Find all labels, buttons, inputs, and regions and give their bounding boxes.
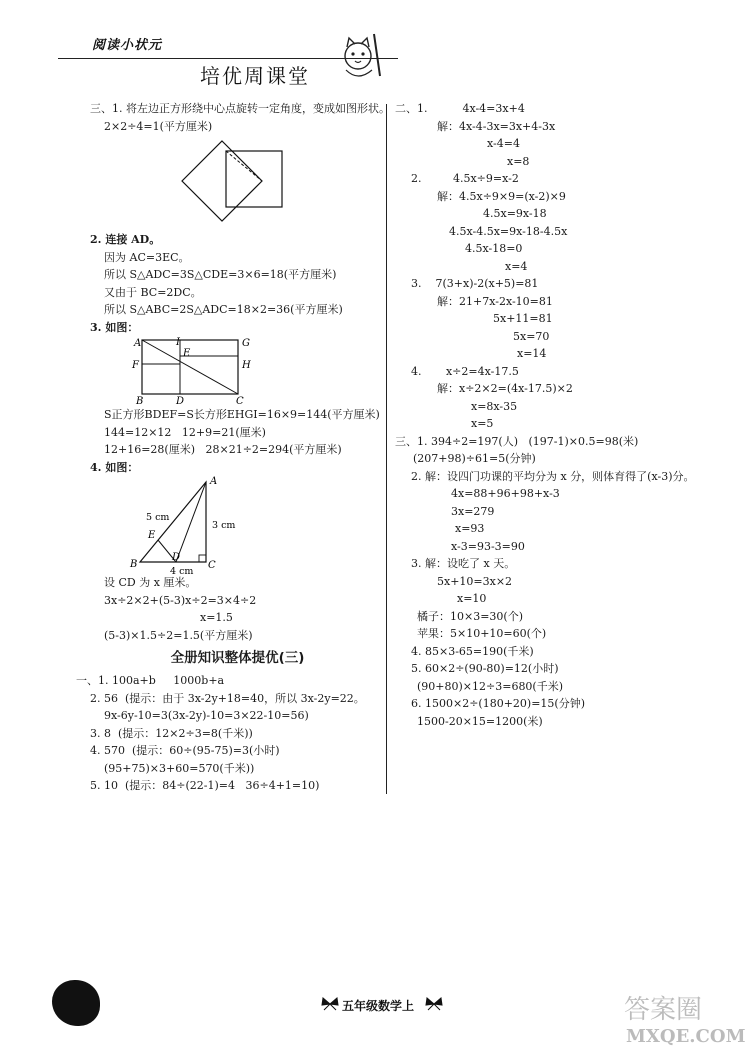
part2-line-0: 二、1. 4x-4=3x+4: [395, 102, 525, 115]
q3-3-line1: 3. 如图：: [90, 320, 139, 334]
q3-1-text: 三、1. 将左边正方形绕中心点旋转一定角度，变成如图形状。: [90, 102, 390, 115]
tri-length-5cm: 5 cm: [146, 512, 170, 523]
section-title: 全册知识整体提优(三): [170, 650, 305, 666]
part2-line-9: x=4: [505, 259, 528, 273]
part3-line-5: x=93: [455, 522, 485, 535]
cat-mascot-icon: [330, 26, 390, 86]
part3-line-15: 6. 1500×2÷(180+20)=15(分钟): [411, 697, 586, 710]
q3-4-line4: x=1.5: [200, 611, 233, 624]
part3-line-6: x-3=93-3=90: [451, 539, 525, 553]
ink-blob-decoration: [52, 980, 100, 1026]
q3-4-line1: 4. 如图：: [90, 460, 139, 474]
q3-4-line3: 3x÷2×2+(5-3)x÷2=3×4÷2: [104, 593, 257, 607]
page-header: [0, 0, 750, 100]
rotated-square-figure: [90, 137, 350, 229]
part2-line-12: 5x+11=81: [493, 312, 553, 325]
part3-line-11: 苹果：5×10+10=60(个): [417, 627, 547, 640]
tri-label-A: A: [210, 476, 218, 487]
q3-2-line5: 所以 S△ABC=2S△ADC=18×2=36(平方厘米): [104, 303, 343, 316]
part2-line-18: x=5: [471, 417, 494, 430]
part3-line-7: 3. 解：设吃了 x 天。: [411, 557, 516, 570]
part3-line-2: 2. 解：设四门功课的平均分为 x 分，则体育得了(x-3)分。: [411, 469, 695, 483]
part2-line-6: 4.5x=9x-18: [483, 207, 547, 220]
part2-line-1: 解：4x-4-3x=3x+4-3x: [437, 119, 556, 133]
series-script-logo: 阅读小状元: [92, 38, 163, 53]
part1-line-5: (95+75)×3+60=570(千米)): [104, 761, 255, 775]
part1-line-0: 一、1. 100a+b 1000b+a: [76, 674, 225, 687]
q3-1-answer: 2×2÷4=1(平方厘米): [104, 119, 213, 133]
part2-line-7: 4.5x-4.5x=9x-18-4.5x: [449, 224, 568, 238]
q3-2-line1: 2. 连接 AD。: [90, 233, 161, 246]
part2-line-13: 5x=70: [513, 329, 550, 343]
tri-length-3cm: 3 cm: [212, 520, 236, 531]
square-rectangle-figure: [90, 336, 350, 406]
part1-line-6: 5. 10 (提示：84÷(22-1)=4 36÷4+1=10): [90, 779, 320, 792]
part2-line-4: 2. 4.5x÷9=x-2: [411, 172, 519, 185]
part3-line-8: 5x+10=3x×2: [437, 574, 513, 588]
part3-line-1: (207+98)÷61=5(分钟): [413, 452, 536, 465]
part2-line-10: 3. 7(3+x)-2(x+5)=81: [411, 277, 539, 290]
part3-line-13: 5. 60×2÷(90-80)=12(小时): [411, 662, 559, 675]
watermark-logo: [620, 990, 745, 1048]
part3-line-9: x=10: [457, 592, 487, 605]
right-column: [395, 100, 725, 730]
label-F: F: [132, 360, 139, 371]
page-title: 培优周课堂: [200, 64, 310, 88]
part3-line-14: (90+80)×12÷3=680(千米): [417, 679, 564, 693]
left-column: [76, 100, 390, 795]
butterfly-icon: [424, 996, 444, 1012]
watermark-text-bottom: MXQE.COM: [626, 1026, 745, 1047]
butterfly-icon: [320, 996, 340, 1012]
part3-line-3: 4x=88+96+98+x-3: [451, 487, 560, 500]
part1-line-1: 2. 56 (提示：由于 3x-2y+18=40，所以 3x-2y=22。: [90, 691, 365, 705]
part1-line-4: 4. 570 (提示：60÷(95-75)=3(小时): [90, 744, 280, 757]
label-H: H: [242, 360, 251, 371]
part2-line-5: 解：4.5x÷9×9=(x-2)×9: [437, 189, 566, 203]
label-D: D: [176, 396, 185, 406]
q3-3-line4: 12+16=28(厘米) 28×21÷2=294(平方厘米): [104, 443, 342, 456]
q3-4-line5: (5-3)×1.5÷2=1.5(平方厘米): [104, 628, 253, 642]
q3-4-line2: 设 CD 为 x 厘米。: [104, 576, 197, 589]
part2-line-2: x-4=4: [487, 137, 520, 150]
part1-line-2: 9x-6y-10=3(3x-2y)-10=3×22-10=56): [104, 709, 309, 722]
q3-2-line4: 又由于 BC=2DC。: [104, 285, 202, 299]
label-I: I: [176, 337, 180, 348]
label-E: E: [183, 348, 191, 359]
triangle-figure: [90, 476, 350, 574]
part3-line-4: 3x=279: [451, 504, 495, 518]
watermark-text-top: 答案圈: [624, 995, 703, 1025]
part2-line-8: 4.5x-18=0: [465, 242, 523, 255]
q3-3-line2: S正方形BDEF=S长方形EHGI=16×9=144(平方厘米): [104, 408, 380, 421]
label-C: C: [236, 396, 244, 406]
tri-label-B: B: [130, 559, 138, 570]
part2-line-16: 解：x÷2×2=(4x-17.5)×2: [437, 382, 573, 395]
tri-label-D: D: [172, 552, 181, 563]
part2-line-3: x=8: [507, 154, 530, 168]
column-divider: [386, 104, 387, 794]
q3-3-line3: 144=12×12 12+9=21(厘米): [104, 425, 266, 439]
tri-length-4cm: 4 cm: [170, 566, 194, 574]
part3-line-10: 橘子：10×3=30(个): [417, 609, 524, 623]
part2-line-14: x=14: [517, 347, 547, 360]
label-B: B: [136, 396, 144, 406]
tri-label-C: C: [208, 560, 216, 571]
part2-line-17: x=8x-35: [471, 399, 518, 413]
grade-label: 五年级数学上: [342, 999, 415, 1013]
q3-2-line3: 所以 S△ADC=3S△CDE=3×6=18(平方厘米): [104, 268, 337, 281]
part3-line-16: 1500-20×15=1200(米): [417, 714, 543, 728]
part2-line-11: 解：21+7x-2x-10=81: [437, 294, 553, 308]
tri-label-E: E: [148, 530, 156, 541]
part3-line-0: 三、1. 394÷2=197(人) (197-1)×0.5=98(米): [395, 434, 639, 448]
part2-line-15: 4. x÷2=4x-17.5: [411, 364, 519, 378]
label-G: G: [242, 338, 250, 349]
part3-line-12: 4. 85×3-65=190(千米): [411, 644, 534, 658]
part1-line-3: 3. 8 (提示：12×2÷3=8(千米)): [90, 726, 253, 740]
q3-2-line2: 因为 AC=3EC。: [104, 250, 190, 264]
label-A: A: [134, 338, 142, 349]
